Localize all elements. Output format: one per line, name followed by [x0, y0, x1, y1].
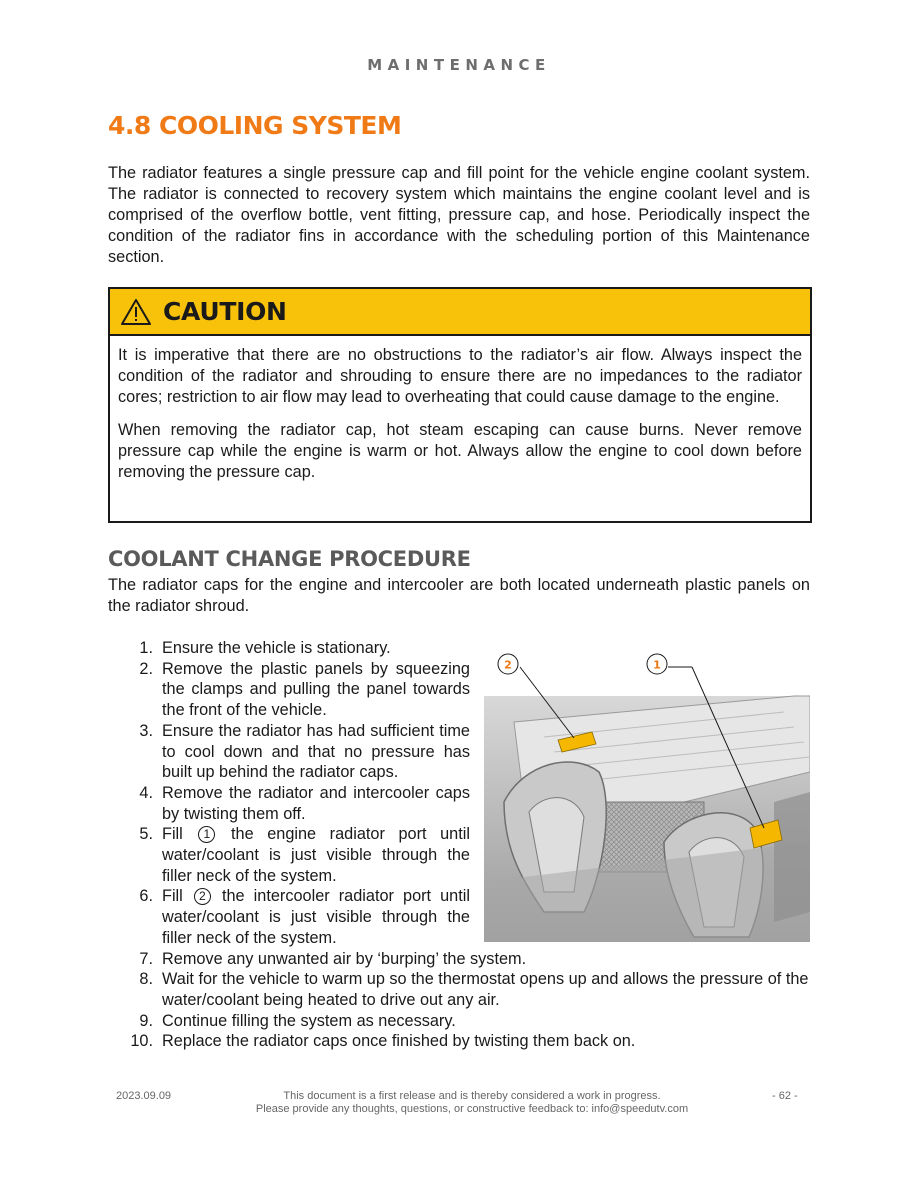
- step-text: Remove any unwanted air by ‘burping’ the system.: [162, 949, 527, 968]
- page-number: - 62 -: [772, 1090, 798, 1102]
- step-number: 3.: [139, 721, 153, 740]
- step-item: [108, 1011, 810, 1032]
- step-text: Wait for the vehicle to warm up so the thermostat opens up and allows the pressure of the water/coolant being heated to drive out any air.: [162, 970, 809, 1009]
- step-item: [108, 659, 470, 721]
- step-number: 7.: [139, 949, 153, 968]
- step-number: 1.: [139, 639, 153, 657]
- step-text: the intercooler radiator port until water/coolant is just visible through the filler neck of the system.: [162, 887, 470, 947]
- step-number: 9.: [139, 1011, 153, 1030]
- step-number: 2.: [139, 659, 153, 678]
- caution-title: CAUTION: [163, 297, 287, 326]
- caution-paragraph: It is imperative that there are no obstructions to the radiator’s air flow. Always inspect the condition of the radiator and shrouding to ensure there are no impedances to the radiator cores; restriction to air flow may lead to overheating that could cause damage to the engine.: [118, 346, 802, 406]
- step-number: 10.: [130, 1032, 153, 1051]
- footer-notice-line: This document is a first release and is thereby considered a work in progress.: [283, 1090, 661, 1102]
- step-pre: Fill: [162, 887, 183, 906]
- radiator-diagram: [484, 652, 810, 942]
- step-item: [108, 824, 470, 886]
- caution-banner: [110, 289, 810, 336]
- step-text: Replace the radiator caps once finished by twisting them back on.: [162, 1032, 636, 1051]
- warning-triangle-icon: [120, 298, 152, 326]
- footer-date: 2023.09.09: [116, 1090, 172, 1102]
- procedure-title: COOLANT CHANGE PROCEDURE: [108, 547, 471, 571]
- intro-paragraph: The radiator features a single pressure cap and fill point for the vehicle engine coolant system. The radiator is connected to recovery system which maintains the engine coolant level and is comprised of the overflow bottle, vent fitting, pressure cap, and hose. Periodically inspect the condition of the radiator fins in accordance with the scheduling portion of this Maintenance section.: [108, 164, 810, 266]
- vehicle-chassis-render: [484, 696, 810, 942]
- step-number: 6.: [139, 887, 153, 906]
- callout-1-label: 1: [653, 658, 661, 672]
- section-title: 4.8 COOLING SYSTEM: [108, 111, 402, 140]
- step-number: 8.: [139, 970, 153, 989]
- step-item: [108, 783, 470, 824]
- caution-paragraph: When removing the radiator cap, hot steam escaping can cause burns. Never remove pressure cap while the engine is warm or hot. Always allow the engine to cool down before removing the pressure cap.: [118, 421, 802, 481]
- callout-2-label: 2: [504, 658, 512, 672]
- callout-marker-1: 1: [198, 826, 215, 843]
- footer-notice: [212, 1090, 732, 1116]
- step-pre: Fill: [162, 825, 183, 844]
- step-item: [108, 1031, 810, 1052]
- step-item: [108, 969, 810, 1010]
- step-number: 5.: [139, 825, 153, 844]
- procedure-intro: The radiator caps for the engine and intercooler are both located underneath plastic panels on the radiator shroud.: [108, 576, 810, 615]
- step-item: [108, 721, 470, 783]
- step-item: [108, 886, 470, 948]
- step-text: Remove the plastic panels by squeezing the clamps and pulling the panel towards the front of the vehicle.: [162, 659, 470, 720]
- caution-body: [110, 336, 810, 483]
- step-text: Ensure the vehicle is stationary.: [162, 639, 391, 657]
- step-number: 4.: [139, 783, 153, 802]
- step-text: Ensure the radiator has had sufficient time to cool down and that no pressure has built up behind the radiator caps.: [162, 721, 470, 782]
- callout-marker-2: 2: [194, 888, 211, 905]
- step-text: Continue filling the system as necessary.: [162, 1011, 456, 1030]
- step-text: Remove the radiator and intercooler caps by twisting them off.: [162, 783, 470, 823]
- step-item: [108, 638, 470, 659]
- step-item: [108, 949, 810, 970]
- caution-box: [108, 287, 812, 523]
- step-text: the engine radiator port until water/coolant is just visible through the filler neck of the system.: [162, 825, 470, 885]
- page-header-section: MAINTENANCE: [367, 56, 551, 74]
- footer-notice-line: Please provide any thoughts, questions, or constructive feedback to: info@speedutv.com: [255, 1103, 689, 1115]
